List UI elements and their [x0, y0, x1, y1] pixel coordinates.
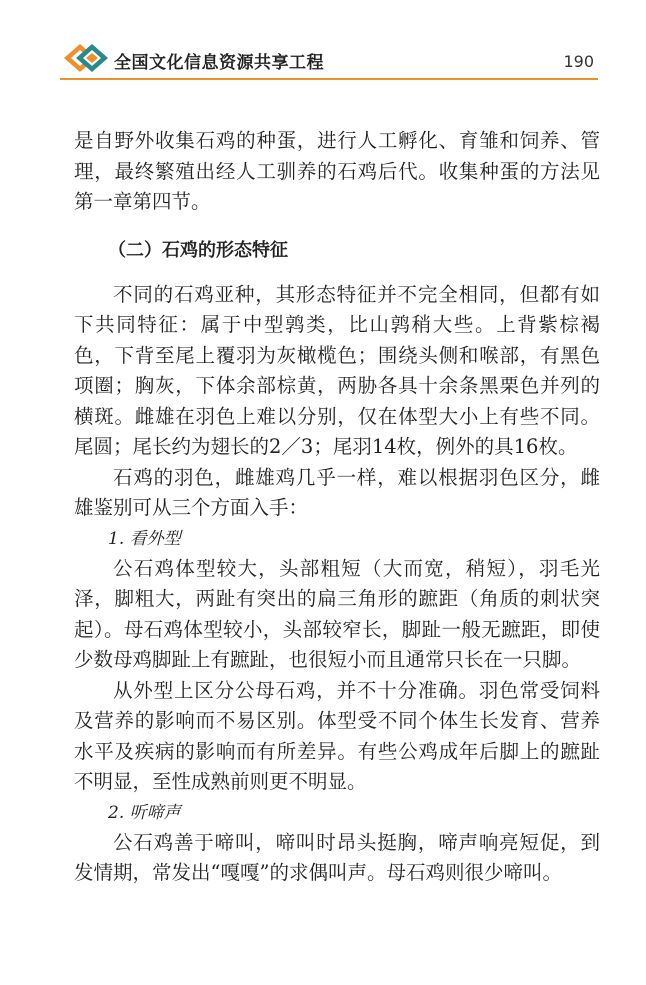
- header-title: 全国文化信息资源共享工程: [114, 53, 324, 73]
- paragraph-sexing: 石鸡的羽色，雌雄鸡几乎一样，难以根据羽色区分，雌雄鉴别可从三个方面入手：: [74, 465, 600, 519]
- paragraph-features: 不同的石鸡亚种，其形态特征并不完全相同，但都有如下共同特征：属于中型鹑类，比山鹑稍大些。上背紫棕褐色，下背至尾上覆羽为灰橄榄色；围绕头侧和喉部，有黑色项圈；胸灰，下体余部棕黄，两胁各具十余条黑栗色并列的横斑。雌雄在羽色上难以分别，仅在体型大小上有些不同。尾圆；尾长约为翅长的2／3；尾羽14枚，例外的具16枚。: [74, 282, 600, 458]
- header-divider: [60, 78, 598, 80]
- page-header: [60, 38, 600, 78]
- subheading-appearance: 1. 看外型: [108, 528, 181, 549]
- paragraph-appearance-2: 从外型上区分公母石鸡，并不十分准确。羽色常受饲料及营养的影响而不易区别。体型受不同个体生长发育、营养水平及疾病的影响而有所差异。有些公鸡成年后脚上的蹠趾不明显，至性成熟前则更不明显。: [74, 678, 600, 793]
- diamond-logo-icon: [60, 38, 112, 78]
- subheading-call: 2. 听啼声: [108, 802, 181, 823]
- paragraph-call: 公石鸡善于啼叫，啼叫时昂头挺胸，啼声响亮短促，到发情期，常发出“嘎嘎”的求偶叫声。母石鸡则很少啼叫。: [74, 830, 600, 884]
- page-number: 190: [563, 52, 594, 71]
- section-title: （二）石鸡的形态特征: [108, 239, 288, 261]
- paragraph-appearance-1: 公石鸡体型较大，头部粗短（大而宽，稍短），羽毛光泽，脚粗大，两趾有突出的扁三角形的蹠距（角质的刺状突起）。母石鸡体型较小，头部较窄长，脚趾一般无蹠距，即使少数母鸡脚趾上有蹠趾，也很短小而且通常只长在一只脚。: [74, 556, 600, 671]
- page-body: [74, 126, 600, 889]
- paragraph-intro: 是自野外收集石鸡的种蛋，进行人工孵化、育雏和饲养、管理，最终繁殖出经人工驯养的石鸡后代。收集种蛋的方法见第一章第四节。: [74, 129, 600, 213]
